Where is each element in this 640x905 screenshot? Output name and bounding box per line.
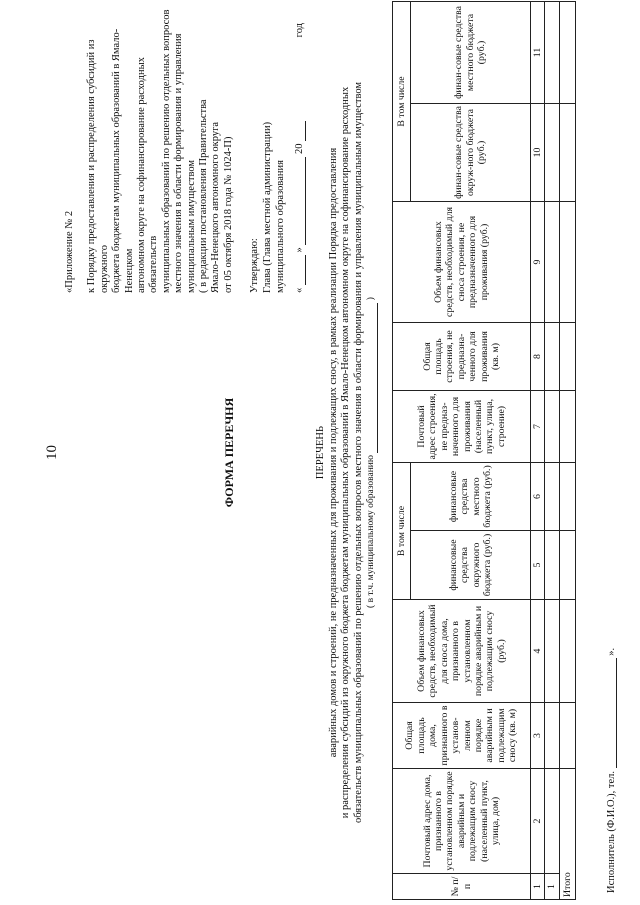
title-line: аварийных домов и строений, не предназначенных для проживания и подлежащих сносу, в рамках реализации Порядка предоставления [327, 147, 339, 758]
column-number-row [531, 1, 545, 899]
col-number: 10 [531, 103, 545, 201]
annex-line: бюджета бюджетам муниципальных образований в Ямало-Ненецком [111, 28, 135, 293]
title-sub: ( в т.ч. муниципальному образованию ) [366, 297, 377, 608]
executor-end: ». [606, 647, 617, 656]
header-building-funds: Объем финансовых средств, необходимый для сноса строения, не предназначенного для проживания (руб.) [393, 201, 531, 322]
date-quote-close: » [294, 247, 305, 253]
approval-block [248, 23, 306, 293]
date-day-blank [294, 255, 306, 285]
approval-label: Утверждаю: [249, 238, 260, 293]
annex-line: Ямало-Ненецкого автономного округа [210, 121, 222, 293]
header-regional-funds-2: финан-совые средства окруж-ного бюджета (руб.) [411, 103, 531, 201]
header-building-address: Почтовый адрес строения, не предназ-наченного для проживания (населенный пункт, улица, строение) [393, 390, 531, 462]
executor-line [605, 648, 617, 893]
col-number: 4 [531, 600, 545, 703]
date-month-blank [294, 157, 306, 245]
executor-phone-blank [605, 658, 617, 768]
annex-line: муниципальных образований по решению отдельных вопросов [160, 9, 172, 293]
header-house-area: Общая площадь дома, признанного в установ-ленном порядке аварийным и подлежащим сносу (кв. м) [393, 703, 531, 769]
municipality-blank [366, 303, 378, 453]
col-number: 8 [531, 322, 545, 390]
title-line: обязательств муниципальных образований по решению отдельных вопросов местного значения в области формирования и управления муниципальным имуществом [352, 81, 364, 824]
col-number: 11 [531, 1, 545, 103]
title-line: и распределения субсидий из окружного бюджета бюджетам муниципальных образований в Ямало-Ненецком автономном округе на софинансирование расходных [340, 86, 352, 819]
annex-heading: «Приложение № 2 [64, 210, 75, 293]
header-including-2: В том числе [393, 1, 411, 201]
col-number: 9 [531, 201, 545, 322]
date-year-blank [294, 121, 306, 141]
col-number: 7 [531, 390, 545, 462]
document-title [315, 0, 378, 905]
annex-line: местного значения в области формирования и управления [173, 33, 185, 293]
header-house-address: Почтовый адрес дома, признанного в установленном порядке аварийным и подлежащим сносу (населенный пункт, улица, дом) [393, 769, 531, 874]
annex-block [64, 3, 235, 293]
total-row [559, 1, 575, 899]
date-quote-open: « [294, 287, 305, 293]
approval-date-line [293, 23, 306, 293]
col-number: 6 [531, 462, 545, 530]
annex-line: муниципальным имуществом [185, 159, 197, 293]
header-including: В том числе [393, 462, 411, 599]
approval-line: муниципального образования [275, 160, 286, 293]
date-year-prefix: 20 [294, 143, 305, 154]
row-number: 1 [545, 874, 559, 900]
title-heading: ПЕРЕЧЕНЬ [315, 425, 326, 480]
annex-line: к Порядку предоставления и распределения субсидий из окружного [86, 39, 110, 293]
total-label: Итого [559, 769, 575, 900]
col-number: 3 [531, 703, 545, 769]
col-number: 5 [531, 531, 545, 600]
date-year-suffix: год [294, 23, 305, 38]
executor-label: Исполнитель (Ф.И.О.), тел. [606, 770, 617, 893]
header-num: № п/п [393, 874, 531, 900]
header-local-funds: финансовые средства местного бюджета (руб.) [411, 462, 531, 530]
header-building-area: Общая площадь строения, не предназна-ченного для проживания (кв. м) [393, 322, 531, 390]
annex-line: от 05 октября 2018 года № 1024-П) [222, 136, 234, 293]
header-house-funds: Объем финансовых средств, необходимый для сноса дома, признанного в установленном порядке аварийным и подлежащим сносу (руб.) [393, 600, 531, 703]
header-regional-funds: финансовые средства окружного бюджета (руб.) [411, 531, 531, 600]
page-number: 10 [44, 445, 60, 460]
approval-line: Глава (Глава местной администрации) [262, 121, 273, 293]
table-row [545, 1, 559, 899]
form-title: ФОРМА ПЕРЕЧНЯ [222, 397, 236, 508]
header-local-funds-2: финан-совые средства местного бюджета (руб.) [411, 1, 531, 103]
annex-line: автономном округе на софинансирование расходных обязательств [136, 57, 160, 293]
col-number: 1 [531, 874, 545, 900]
annex-line: ( в редакции постановления Правительства [198, 99, 210, 293]
col-number: 2 [531, 769, 545, 874]
demolition-table [392, 1, 576, 900]
